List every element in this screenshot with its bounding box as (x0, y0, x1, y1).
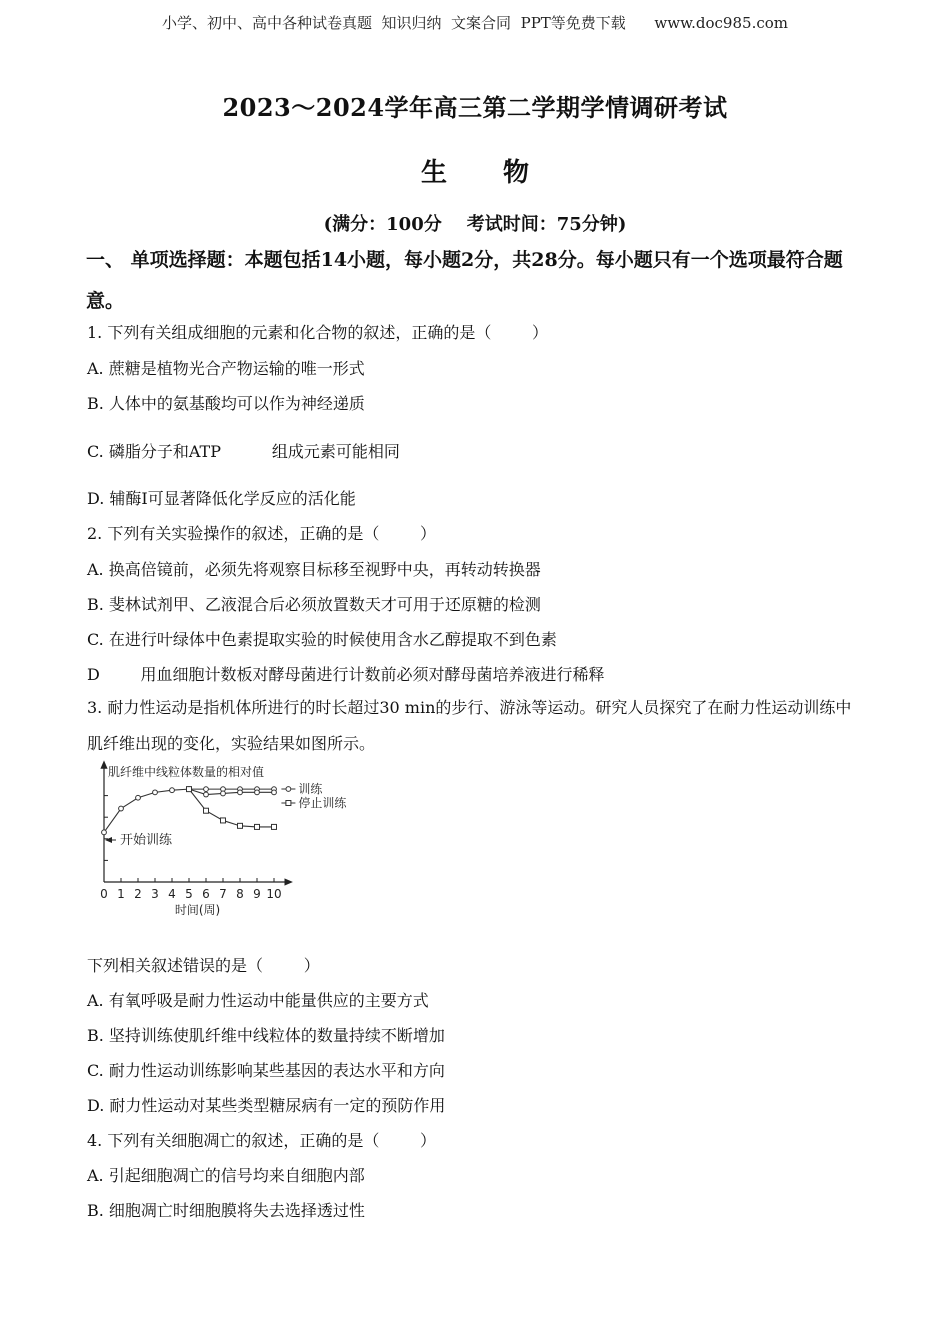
data-point-square (187, 787, 192, 792)
question-3-option-c: C. 耐力性运动训练影响某些基因的表达水平和方向 (87, 1061, 445, 1080)
x-axis-label: 时间(周) (174, 903, 221, 917)
x-tick-label: 0 (100, 887, 108, 901)
data-point-circle (170, 788, 175, 793)
data-point-circle (153, 790, 158, 795)
section-heading: 一、 单项选择题：本题包括14小题，每小题2分，共28分。每小题只有一个选项最符合题意。 (86, 249, 843, 312)
annotation-start-training: 开始训练 (120, 833, 173, 848)
question-2-option-b: B. 斐林试剂甲、乙液混合后必须放置数天才可用于还原糖的检测 (87, 595, 541, 614)
question-1-stem: 1. 下列有关组成细胞的元素和化合物的叙述，正确的是（ ） (87, 323, 549, 342)
data-point-circle (136, 795, 141, 800)
x-tick-label: 1 (117, 887, 125, 901)
x-tick-label: 7 (219, 887, 227, 901)
exam-subject: 生物 (420, 158, 585, 188)
question-2-stem: 2. 下列有关实验操作的叙述，正确的是（ ） (87, 524, 437, 543)
data-point-circle (204, 787, 209, 792)
question-1-option-c: C. 磷脂分子和ATP 组成元素可能相同 (87, 442, 400, 461)
question-3-stem: 3. 耐力性运动是指机体所进行的时长超过30 min的步行、游泳等运动。研究人员探究了在耐力性运动训练中肌纤维出现的变化，实验结果如图所示。 (87, 698, 852, 753)
question-1-option-b: B. 人体中的氨基酸均可以作为神经递质 (87, 394, 365, 413)
exam-meta: (满分：100分 考试时间：75分钟) (323, 214, 627, 235)
question-3-option-a: A. 有氧呼吸是耐力性运动中能量供应的主要方式 (87, 991, 429, 1010)
data-point-square (221, 818, 226, 823)
data-point-circle (255, 790, 260, 795)
data-point-square (204, 808, 209, 813)
legend-label-train: 训练 (298, 782, 323, 796)
page-header: 小学、初中、高中各种试卷真题 知识归纳 文案合同 PPT等免费下载 www.doc985.com (161, 14, 788, 32)
legend-marker-stop (286, 801, 291, 806)
data-point-circle (238, 790, 243, 795)
question-3-option-d: D. 耐力性运动对某些类型糖尿病有一定的预防作用 (87, 1096, 446, 1115)
series-line (189, 789, 274, 794)
data-point-square (238, 823, 243, 828)
x-tick-label: 6 (202, 887, 210, 901)
data-point-circle (204, 792, 209, 797)
x-tick-label: 5 (185, 887, 193, 901)
question-2-option-a: A. 换高倍镜前，必须先将观察目标移至视野中央，再转动转换器 (87, 560, 541, 579)
exam-title: 2023～2024学年高三第二学期学情调研考试 (222, 93, 728, 122)
question-1-option-d: D. 辅酶Ⅰ可显著降低化学反应的活化能 (87, 489, 356, 508)
x-tick-label: 10 (266, 887, 282, 901)
question-4-option-a: A. 引起细胞凋亡的信号均来自细胞内部 (87, 1166, 365, 1185)
data-point-square (255, 824, 260, 829)
x-tick-label: 8 (236, 887, 244, 901)
x-tick-label: 2 (134, 887, 142, 901)
legend-label-stop: 停止训练 (298, 796, 347, 810)
question-2-option-c: C. 在进行叶绿体中色素提取实验的时候使用含水乙醇提取不到色素 (87, 630, 557, 649)
x-tick-label: 9 (253, 887, 261, 901)
data-point-circle (119, 806, 124, 811)
series-line (189, 789, 274, 827)
legend-marker-train (286, 787, 291, 792)
mitochondria-chart (86, 760, 386, 920)
data-point-square (272, 824, 277, 829)
question-1-option-a: A. 蔗糖是植物光合产物运输的唯一形式 (87, 359, 365, 378)
y-axis-label: 肌纤维中线粒体数量的相对值 (108, 765, 265, 779)
question-3-option-b: B. 坚持训练使肌纤维中线粒体的数量持续不断增加 (87, 1026, 445, 1045)
data-point-circle (272, 790, 277, 795)
data-point-circle (221, 791, 226, 796)
x-tick-label: 3 (151, 887, 159, 901)
question-2-option-d: D 用血细胞计数板对酵母菌进行计数前必须对酵母菌培养液进行稀释 (87, 665, 605, 684)
data-point-circle (102, 830, 107, 835)
question-3-question: 下列相关叙述错误的是（ ） (87, 956, 320, 975)
question-4-option-b: B. 细胞凋亡时细胞膜将失去选择透过性 (87, 1201, 365, 1220)
question-4-stem: 4. 下列有关细胞凋亡的叙述，正确的是（ ） (87, 1131, 437, 1150)
x-tick-label: 4 (168, 887, 176, 901)
